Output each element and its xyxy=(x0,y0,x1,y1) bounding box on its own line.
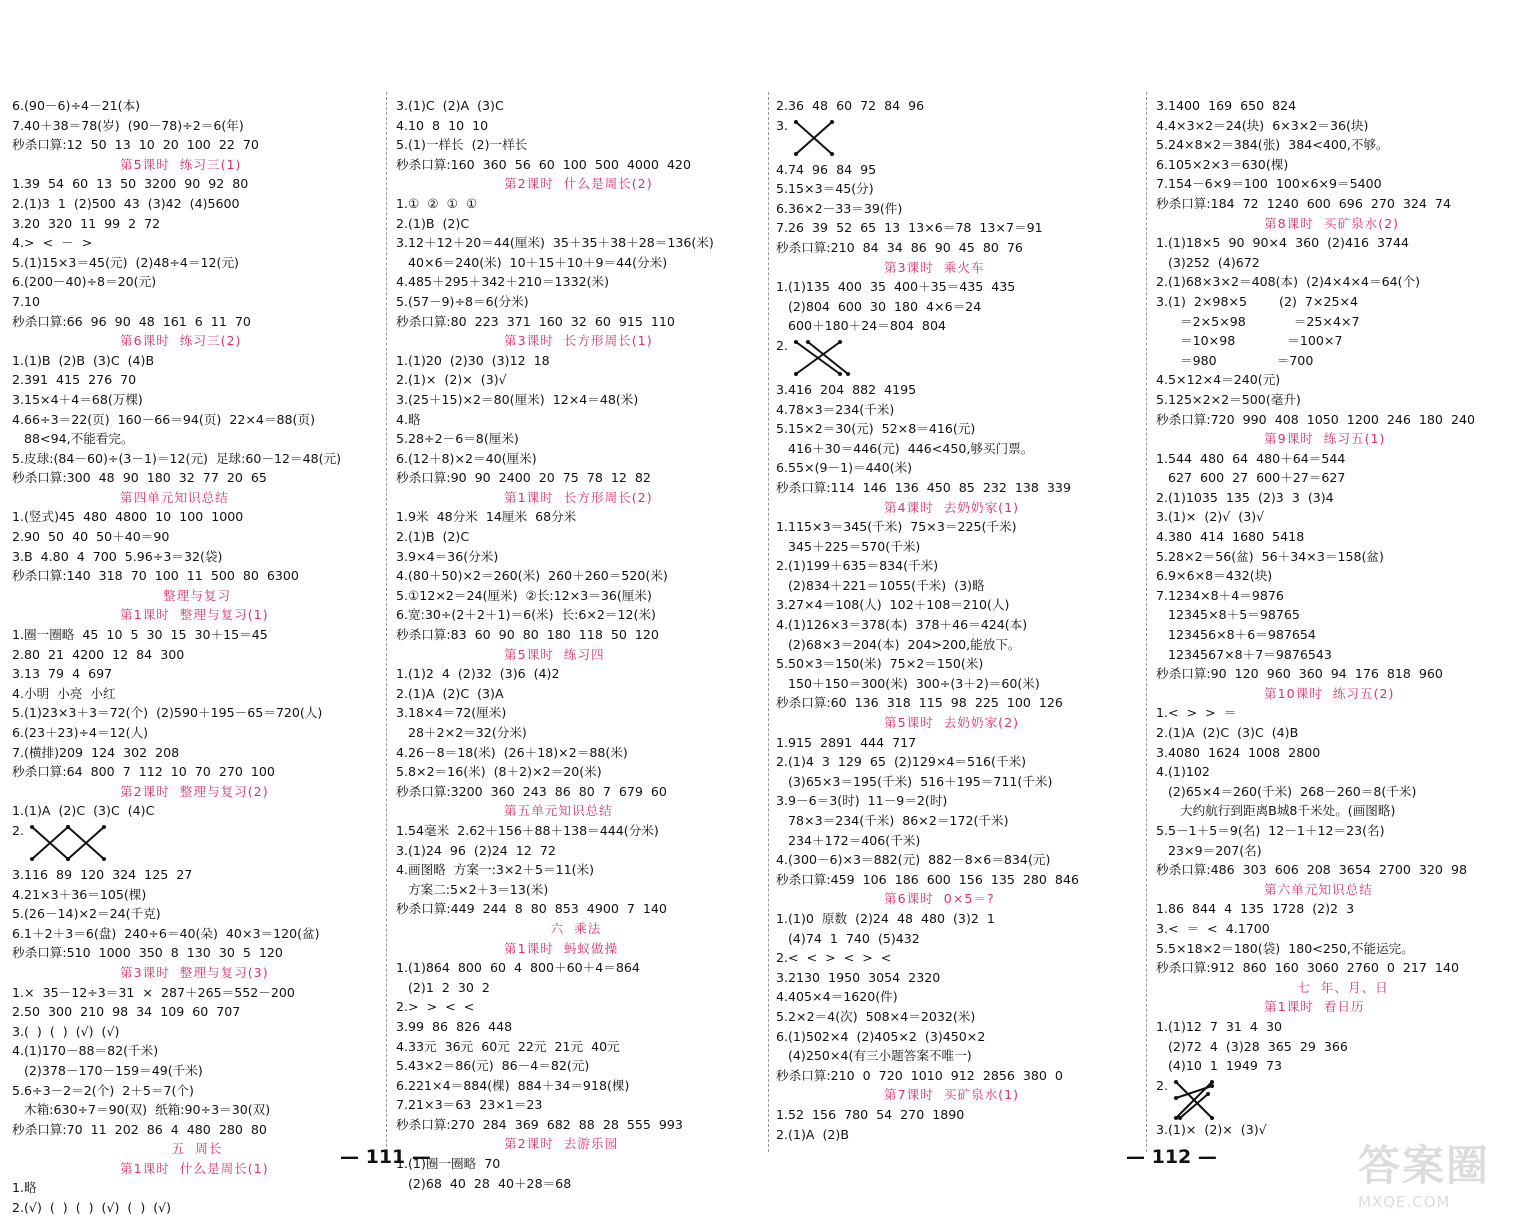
answer-line: 秒杀口算:160 360 56 60 100 500 4000 420 xyxy=(396,156,691,172)
answer-line: (2)804 600 30 180 4×6＝24 xyxy=(776,298,982,314)
answer-line: 1.39 54 60 13 50 3200 90 92 80 xyxy=(12,176,249,192)
answer-line: 4.4×3×2＝24(块) 6×3×2＝36(块) xyxy=(1156,117,1369,133)
section-heading: 第2课时 什么是周长(2) xyxy=(504,176,653,192)
matching-dot xyxy=(66,857,70,861)
answer-line: 秒杀口算:83 60 90 80 180 118 50 120 xyxy=(396,627,659,643)
answer-line: 5.28÷2－6＝8(厘米) xyxy=(396,431,519,447)
section-heading: 第2课时 去游乐园 xyxy=(504,1136,619,1152)
answer-line: 5.皮球:(84－60)÷(3－1)＝12(元) 足球:60－12＝48(元) xyxy=(12,450,342,466)
answer-line: 4.小明 小亮 小红 xyxy=(12,685,116,701)
section-heading: 五 周长 xyxy=(171,1141,223,1157)
section-heading: 第1课时 蚂蚁做操 xyxy=(504,940,619,956)
section-heading: 第6课时 练习三(2) xyxy=(120,333,242,349)
section-heading: 第5课时 去奶奶家(2) xyxy=(884,715,1020,731)
answer-column-4 xyxy=(1156,96,1530,1139)
answer-line: 4.(1)170－88＝82(千米) xyxy=(12,1043,159,1059)
answer-line: 秒杀口算:70 11 202 86 4 480 280 80 xyxy=(12,1121,267,1137)
answer-line: 1.(1)A (2)C (3)C (4)C xyxy=(12,803,155,819)
answer-column-2 xyxy=(396,96,756,1193)
section-heading: 第1课时 什么是周长(1) xyxy=(120,1160,269,1176)
answer-line: 5.5－1＋5＝9(名) 12－1＋12＝23(名) xyxy=(1156,822,1385,838)
answer-line: ＝980 ＝700 xyxy=(1156,352,1314,368)
answer-line: 秒杀口算:210 84 34 86 90 45 80 76 xyxy=(776,239,1023,255)
figure-question xyxy=(776,336,1138,380)
section-heading: 第1课时 看日历 xyxy=(1264,999,1365,1015)
answer-line: 5.24×8×2＝384(张) 384<400,不够。 xyxy=(1156,137,1389,153)
answer-line: 7.40＋38＝78(岁) (90－78)÷2＝6(年) xyxy=(12,117,244,133)
section-heading: 第9课时 练习五(1) xyxy=(1264,431,1386,447)
answer-line: 秒杀口算:66 96 90 48 161 6 11 70 xyxy=(12,313,251,329)
answer-line: 4.画图略 方案一:3×2＋5＝11(米) xyxy=(396,862,595,878)
answer-line: 2.80 21 4200 12 84 300 xyxy=(12,646,185,662)
answer-line: 3.9×4＝36(分米) xyxy=(396,548,499,564)
answer-line: 3.20 320 11 99 2 72 xyxy=(12,215,161,231)
answer-line: 秒杀口算:114 146 136 450 85 232 138 339 xyxy=(776,479,1071,495)
answer-line: 1.(1)18×5 90 90×4 360 (2)416 3744 xyxy=(1156,235,1410,251)
matching-dot xyxy=(1174,1096,1178,1100)
answer-line: 3.(1)× (2)√ (3)√ xyxy=(1156,509,1265,525)
answer-line: 4.> < － > xyxy=(12,235,93,251)
answer-line: 5.50×3＝150(米) 75×2＝150(米) xyxy=(776,656,984,672)
column-separator xyxy=(1146,92,1147,1152)
answer-line: 2.(1)1035 135 (2)3 3 (3)4 xyxy=(1156,489,1334,505)
answer-line: 6.(1)502×4 (2)405×2 (3)450×2 xyxy=(776,1028,986,1044)
answer-line: 4.485＋295＋342＋210＝1332(米) xyxy=(396,274,610,290)
answer-line: 3.( ) ( ) (√) (√) xyxy=(12,1023,120,1039)
matching-lines-figure xyxy=(792,338,854,380)
answer-line: (2)72 4 (3)28 365 29 366 xyxy=(1156,1038,1348,1054)
answer-line: 1.(1)圈一圈略 70 xyxy=(396,1156,501,1172)
matching-dot xyxy=(1210,1116,1214,1120)
page-number-right: — 112 — xyxy=(1126,1146,1217,1168)
answer-line: 秒杀口算:90 90 2400 20 75 78 12 82 xyxy=(396,470,651,486)
section-heading: 第六单元知识总结 xyxy=(1264,881,1373,897)
answer-line: 秒杀口算:12 50 13 10 20 100 22 70 xyxy=(12,137,259,153)
answer-line: 秒杀口算:64 800 7 112 10 70 270 100 xyxy=(12,764,275,780)
section-heading: 整理与复习 xyxy=(163,587,231,603)
section-heading: 第2课时 整理与复习(2) xyxy=(120,783,269,799)
answer-line: 600＋180＋24＝804 804 xyxy=(776,318,946,334)
matching-dot xyxy=(846,372,850,376)
answer-line: 5.(1)15×3＝45(元) (2)48÷4＝12(元) xyxy=(12,254,239,270)
answer-line: 1.(竖式)45 480 4800 10 100 1000 xyxy=(12,509,244,525)
matching-dot xyxy=(794,120,798,124)
answer-line: 1.< > > ＝ xyxy=(1156,705,1237,721)
answer-line: 秒杀口算:510 1000 350 8 130 30 5 120 xyxy=(12,945,283,961)
section-heading: 第7课时 买矿泉水(1) xyxy=(884,1087,1020,1103)
answer-line: 3.116 89 120 324 125 27 xyxy=(12,866,193,882)
answer-line: 4.405×4＝1620(件) xyxy=(776,989,898,1005)
answer-line: 40×6＝240(米) 10＋15＋10＋9＝44(分米) xyxy=(396,254,668,270)
answer-line: 4.78×3＝234(千米) xyxy=(776,401,895,417)
section-heading: 第10课时 练习五(2) xyxy=(1264,685,1395,701)
answer-line: 627 600 27 600＋27＝627 xyxy=(1156,470,1346,486)
matching-lines-figure xyxy=(1172,1078,1234,1120)
answer-line: 2.(1)A (2)C (3)A xyxy=(396,685,504,701)
answer-line: 1.(1)2 4 (2)32 (3)6 (4)2 xyxy=(396,666,560,682)
answer-line: 3.416 204 882 4195 xyxy=(776,381,917,397)
answer-line: 2.391 415 276 70 xyxy=(12,372,137,388)
answer-line: 1.略 xyxy=(12,1180,37,1196)
matching-dot xyxy=(830,120,834,124)
answer-line: 5.125×2×2＝500(毫升) xyxy=(1156,391,1301,407)
answer-line: 5.(57－9)÷8＝6(分米) xyxy=(396,293,529,309)
answer-line: 1.(1)864 800 60 4 800＋60＋4＝864 xyxy=(396,960,640,976)
answer-line: 3.1400 169 650 824 xyxy=(1156,98,1297,113)
matching-dot xyxy=(830,152,834,156)
answer-line: 12345×8＋5＝98765 xyxy=(1156,607,1300,623)
figure-question xyxy=(12,821,382,865)
answer-line: 4.(1)126×3＝378(本) 378＋46＝424(本) xyxy=(776,617,1028,633)
answer-line: 6.1＋2＋3＝6(盘) 240÷6＝40(朵) 40×3＝120(盆) xyxy=(12,925,320,941)
answer-line: 5.(1)23×3＋3＝72(个) (2)590＋195－65＝720(人) xyxy=(12,705,323,721)
answer-line: 6.宽:30÷(2＋2＋1)＝6(米) 长:6×2＝12(米) xyxy=(396,607,656,623)
answer-line: 5.15×3＝45(分) xyxy=(776,181,874,197)
section-heading: 第五单元知识总结 xyxy=(504,803,613,819)
answer-line: 1.① ② ① ① xyxy=(396,195,478,211)
answer-line: 1.(1)12 7 31 4 30 xyxy=(1156,1018,1282,1034)
answer-line: 4.略 xyxy=(396,411,421,427)
matching-dot xyxy=(794,340,798,344)
answer-line: 5.2×2＝4(次) 508×4＝2032(米) xyxy=(776,1008,976,1024)
answer-line: (3)252 (4)672 xyxy=(1156,254,1260,270)
answer-line: 秒杀口算:459 106 186 600 156 135 280 846 xyxy=(776,871,1079,887)
answer-line: (2)68×3＝204(本) 204>200,能放下。 xyxy=(776,636,1021,652)
section-heading: 第四单元知识总结 xyxy=(120,489,229,505)
answer-line: 7.21×3＝63 23×1＝23 xyxy=(396,1097,543,1113)
answer-line: 3.(1)× (2)× (3)√ xyxy=(1156,1121,1267,1137)
matching-dot xyxy=(1210,1080,1214,1084)
answer-line: 5.43×2＝86(元) 86－4＝82(元) xyxy=(396,1058,590,1074)
answer-line: (4)10 1 1949 73 xyxy=(1156,1058,1282,1074)
answer-line: 88<94,不能看完。 xyxy=(12,431,134,447)
answer-line: 1.(1)0 原数 (2)24 48 480 (3)2 1 xyxy=(776,910,995,926)
answer-line: 150＋150＝300(米) 300÷(3＋2)＝60(米) xyxy=(776,675,1040,691)
answer-line: 2.(1)A (2)B xyxy=(776,1126,849,1142)
answer-line: 秒杀口算:184 72 1240 600 696 270 324 74 xyxy=(1156,195,1451,211)
answer-line: 6.55×(9－1)＝440(米) xyxy=(776,460,913,476)
section-heading: 七 年、月、日 xyxy=(1297,979,1389,995)
answer-line: 1.115×3＝345(千米) 75×3＝225(千米) xyxy=(776,519,1017,535)
answer-line: 3.18×4＝72(厘米) xyxy=(396,705,507,721)
answer-line: 2.(1)68×3×2＝408(本) (2)4×4×4＝64(个) xyxy=(1156,274,1421,290)
answer-line: 3.2130 1950 3054 2320 xyxy=(776,969,941,985)
answer-line: 3.13 79 4 697 xyxy=(12,666,113,682)
matching-dot xyxy=(1174,1080,1178,1084)
answer-line: 7.10 xyxy=(12,293,41,309)
matching-lines-figure xyxy=(792,118,854,160)
answer-line: 秒杀口算:720 990 408 1050 1200 246 180 240 xyxy=(1156,411,1475,427)
question-number: 2. xyxy=(12,822,25,838)
question-number: 3. xyxy=(776,117,789,133)
section-heading: 第4课时 去奶奶家(1) xyxy=(884,499,1020,515)
answer-line: (2)68 40 28 40＋28＝68 xyxy=(396,1175,572,1191)
answer-line: 2.(1)A (2)C (3)C (4)B xyxy=(1156,725,1299,740)
matching-dot xyxy=(102,857,106,861)
answer-line: 5.①12×2＝24(厘米) ②长:12×3＝36(厘米) xyxy=(396,587,652,603)
answer-line: 木箱:630÷7＝90(双) 纸箱:90÷3＝30(双) xyxy=(12,1102,271,1118)
answer-line: ＝10×98 ＝100×7 xyxy=(1156,333,1343,349)
answer-line: 1.54毫米 2.62＋156＋88＋138＝444(分米) xyxy=(396,822,659,838)
answer-line: (2)65×4＝260(千米) 268－260＝8(千米) xyxy=(1156,783,1417,799)
answer-line: 6.105×2×3＝630(棵) xyxy=(1156,156,1289,172)
answer-line: 5.(26－14)×2＝24(千克) xyxy=(12,906,161,922)
section-heading: 第8课时 买矿泉水(2) xyxy=(1264,215,1400,231)
answer-line: 6.221×4＝884(棵) 884＋34＝918(棵) xyxy=(396,1077,630,1093)
section-heading: 第3课时 长方形周长(1) xyxy=(504,333,653,349)
answer-line: (2)378－170－159＝49(千米) xyxy=(12,1062,203,1078)
answer-line: 6.(200－40)÷8＝20(元) xyxy=(12,274,157,290)
answer-line: 6.36×2－33＝39(件) xyxy=(776,200,903,216)
answer-line: 4.380 414 1680 5418 xyxy=(1156,529,1305,545)
answer-line: 234＋172＝406(千米) xyxy=(776,832,921,848)
answer-line: (2)1 2 30 2 xyxy=(396,979,490,995)
matching-dot xyxy=(794,372,798,376)
answer-line: 3.< ＝ < 4.1700 xyxy=(1156,920,1270,936)
column-separator xyxy=(386,92,387,1152)
answer-line: 3.4080 1624 1008 2800 xyxy=(1156,744,1321,760)
answer-line: 5.6÷3－2＝2(个) 2＋5＝7(个) xyxy=(12,1082,194,1098)
answer-line: 1.544 480 64 480＋64＝544 xyxy=(1156,450,1346,466)
answer-line: 6.(90－6)÷4－21(本) xyxy=(12,98,141,113)
question-number: 2. xyxy=(776,337,789,353)
answer-line: 5.15×2＝30(元) 52×8＝416(元) xyxy=(776,421,976,437)
answer-line: 5.(1)一样长 (2)一样长 xyxy=(396,137,528,153)
section-heading: 第1课时 长方形周长(2) xyxy=(504,489,653,505)
answer-line: 123456×8＋6＝987654 xyxy=(1156,627,1316,643)
answer-line: 秒杀口算:140 318 70 100 11 500 80 6300 xyxy=(12,568,299,584)
answer-line: 秒杀口算:90 120 960 360 94 176 818 960 xyxy=(1156,666,1443,682)
answer-line: 4.74 96 84 95 xyxy=(776,161,877,177)
answer-line: 2.< < > < > < xyxy=(776,950,892,966)
answer-line: 5.28×2＝56(盆) 56＋34×3＝158(盆) xyxy=(1156,548,1384,564)
answer-line: 3.(1)C (2)A (3)C xyxy=(396,98,504,113)
watermark-url: MXQE.COM xyxy=(1358,1193,1451,1211)
section-heading: 第3课时 整理与复习(3) xyxy=(120,964,269,980)
answer-line: 2.(1)4 3 129 65 (2)129×4＝516(千米) xyxy=(776,754,1027,770)
answer-line: 3.99 86 826 448 xyxy=(396,1018,513,1034)
answer-line: 3.(1)24 96 (2)24 12 72 xyxy=(396,842,556,858)
answer-line: 23×9＝207(名) xyxy=(1156,842,1262,858)
answer-line: 416＋30＝446(元) 446<450,够买门票。 xyxy=(776,440,1034,456)
answer-line: 秒杀口算:912 860 160 3060 2760 0 217 140 xyxy=(1156,960,1459,976)
answer-line: 2.(√) ( ) ( ) (√) ( ) (√) xyxy=(12,1200,172,1216)
answer-line: 5.5×18×2＝180(袋) 180<250,不能运完。 xyxy=(1156,940,1414,956)
answer-column-3 xyxy=(776,96,1138,1144)
answer-line: 3.(25＋15)×2＝80(厘米) 12×4＝48(米) xyxy=(396,391,639,407)
matching-dot xyxy=(806,340,810,344)
answer-line: (3)65×3＝195(千米) 516＋195＝711(千米) xyxy=(776,773,1053,789)
answer-line: 1.(1)135 400 35 400＋35＝435 435 xyxy=(776,279,1016,295)
answer-line: 1.圈一圈略 45 10 5 30 15 30＋15＝45 xyxy=(12,627,268,643)
answer-line: 秒杀口算:486 303 606 208 3654 2700 320 98 xyxy=(1156,862,1467,878)
answer-line: 1.915 2891 444 717 xyxy=(776,734,917,750)
answer-line: 4.(300－6)×3＝882(元) 882－8×6＝834(元) xyxy=(776,852,1051,868)
matching-dot xyxy=(30,857,34,861)
answer-line: 1.52 156 780 54 270 1890 xyxy=(776,1106,965,1122)
answer-line: 7.1234×8＋4＝9876 xyxy=(1156,587,1284,603)
matching-dot xyxy=(30,825,34,829)
matching-dot xyxy=(794,152,798,156)
section-heading: 第1课时 整理与复习(1) xyxy=(120,607,269,623)
answer-line: 秒杀口算:300 48 90 180 32 77 20 65 xyxy=(12,470,267,486)
answer-line: 1.× 35－12÷3＝31 × 287＋265＝552－200 xyxy=(12,984,295,1000)
matching-dot xyxy=(1178,1116,1182,1120)
answer-line: 3.B 4.80 4 700 5.96÷3＝32(袋) xyxy=(12,548,223,564)
answer-line: 2.36 48 60 72 84 96 xyxy=(776,98,925,113)
answer-line: 秒杀口算:60 136 318 115 98 225 100 126 xyxy=(776,695,1063,711)
answer-line: 7.(横排)209 124 302 208 xyxy=(12,744,180,760)
answer-line: 4.(80＋50)×2＝260(米) 260＋260＝520(米) xyxy=(396,568,668,584)
matching-line xyxy=(1180,1094,1208,1118)
answer-line: 6.9×6×8＝432(块) xyxy=(1156,568,1273,584)
answer-line: ＝2×5×98 ＝25×4×7 xyxy=(1156,313,1360,329)
answer-line: 2.50 300 210 98 34 109 60 707 xyxy=(12,1004,241,1020)
answer-line: 4.66÷3＝22(页) 160－66＝94(页) 22×4＝88(页) xyxy=(12,411,315,427)
answer-line: 3.27×4＝108(人) 102＋108＝210(人) xyxy=(776,597,1010,613)
figure-question xyxy=(1156,1076,1530,1120)
answer-line: 2.(1)B (2)C xyxy=(396,215,470,231)
answer-line: 2.(1)× (2)× (3)√ xyxy=(396,372,507,388)
column-separator xyxy=(768,92,769,1152)
answer-line: 6.(12＋8)×2＝40(厘米) xyxy=(396,450,537,466)
answer-line: 大约航行到距离B城8千米处。(画图略) xyxy=(1156,803,1396,819)
answer-line: 1234567×8＋7＝9876543 xyxy=(1156,646,1332,662)
matching-dot xyxy=(1210,1084,1214,1088)
answer-line: 秒杀口算:449 244 8 80 853 4900 7 140 xyxy=(396,901,667,917)
answer-line: 秒杀口算:80 223 371 160 32 60 915 110 xyxy=(396,313,675,329)
answer-line: 秒杀口算:3200 360 243 86 80 7 679 60 xyxy=(396,783,667,799)
answer-line: 3.15×4＋4＝68(万棵) xyxy=(12,391,143,407)
matching-dot xyxy=(1174,1116,1178,1120)
answer-line: 1.9米 48分米 14厘米 68分米 xyxy=(396,509,577,525)
answer-line: 28＋2×2＝32(分米) xyxy=(396,725,527,740)
answer-line: 4.5×12×4＝240(元) xyxy=(1156,372,1281,388)
section-heading: 六 乘法 xyxy=(550,920,602,936)
answer-line: 1.(1)B (2)B (3)C (4)B xyxy=(12,352,155,368)
section-heading: 第5课时 练习四 xyxy=(504,646,605,662)
answer-line: (4)250×4(有三小题答案不唯一) xyxy=(776,1048,972,1064)
section-heading: 第6课时 0×5＝? xyxy=(884,891,995,907)
answer-line: 2.90 50 40 50＋40＝90 xyxy=(12,529,170,545)
answer-line: 3.(1) 2×98×5 (2) 7×25×4 xyxy=(1156,293,1359,309)
question-number: 2. xyxy=(1156,1077,1169,1093)
matching-line xyxy=(808,342,848,374)
matching-dot xyxy=(102,825,106,829)
watermark xyxy=(1358,1133,1528,1219)
figure-question xyxy=(776,116,1138,160)
answer-line: 7.154－6×9＝100 100×6×9＝5400 xyxy=(1156,176,1382,192)
answer-line: 2.(1)199＋635＝834(千米) xyxy=(776,558,939,574)
answer-line: 方案二:5×2＋3＝13(米) xyxy=(396,881,549,897)
answer-line: 6.(23＋23)÷4＝12(人) xyxy=(12,725,149,740)
answer-line: 3.9－6＝3(时) 11－9＝2(时) xyxy=(776,793,948,809)
matching-dot xyxy=(1206,1092,1210,1096)
answer-line: 4.(1)102 xyxy=(1156,764,1210,780)
answer-line: 78×3＝234(千米) 86×2＝172(千米) xyxy=(776,813,1009,828)
answer-line: (2)834＋221＝1055(千米) (3)略 xyxy=(776,577,985,593)
answer-line: 4.33元 36元 60元 22元 21元 40元 xyxy=(396,1038,620,1054)
answer-line: 2.> > < < xyxy=(396,999,475,1015)
matching-lines-figure xyxy=(28,823,110,865)
answer-line: 3.12＋12＋20＝44(厘米) 35＋35＋38＋28＝136(米) xyxy=(396,235,714,251)
answer-line: 1.86 844 4 135 1728 (2)2 3 xyxy=(1156,901,1355,917)
matching-dot xyxy=(838,372,842,376)
answer-column-1 xyxy=(12,96,382,1218)
section-heading: 第5课时 练习三(1) xyxy=(120,156,242,172)
answer-line: 4.21×3＋36＝105(棵) xyxy=(12,886,147,902)
matching-dot xyxy=(66,825,70,829)
matching-dot xyxy=(838,340,842,344)
watermark-title: 答案圈 xyxy=(1358,1141,1491,1190)
answer-line: 1.(1)20 (2)30 (3)12 18 xyxy=(396,352,550,368)
page-number-left: — 111 — xyxy=(340,1146,431,1168)
answer-line: 4.26－8＝18(米) (26＋18)×2＝88(米) xyxy=(396,744,628,760)
answer-line: 2.(1)B (2)C xyxy=(396,529,470,545)
answer-line: 秒杀口算:210 0 720 1010 912 2856 380 0 xyxy=(776,1067,1063,1083)
answer-line: 7.26 39 52 65 13 13×6＝78 13×7＝91 xyxy=(776,220,1043,236)
answer-line: 2.(1)3 1 (2)500 43 (3)42 (4)5600 xyxy=(12,195,240,211)
answer-line: 345＋225＝570(千米) xyxy=(776,538,921,554)
answer-line: 5.8×2＝16(米) (8＋2)×2＝20(米) xyxy=(396,764,602,780)
answer-line: (4)74 1 740 (5)432 xyxy=(776,930,920,946)
answer-line: 4.10 8 10 10 xyxy=(396,117,489,133)
section-heading: 第3课时 乘火车 xyxy=(884,259,985,275)
answer-line: 秒杀口算:270 284 369 682 88 28 555 993 xyxy=(396,1116,683,1132)
